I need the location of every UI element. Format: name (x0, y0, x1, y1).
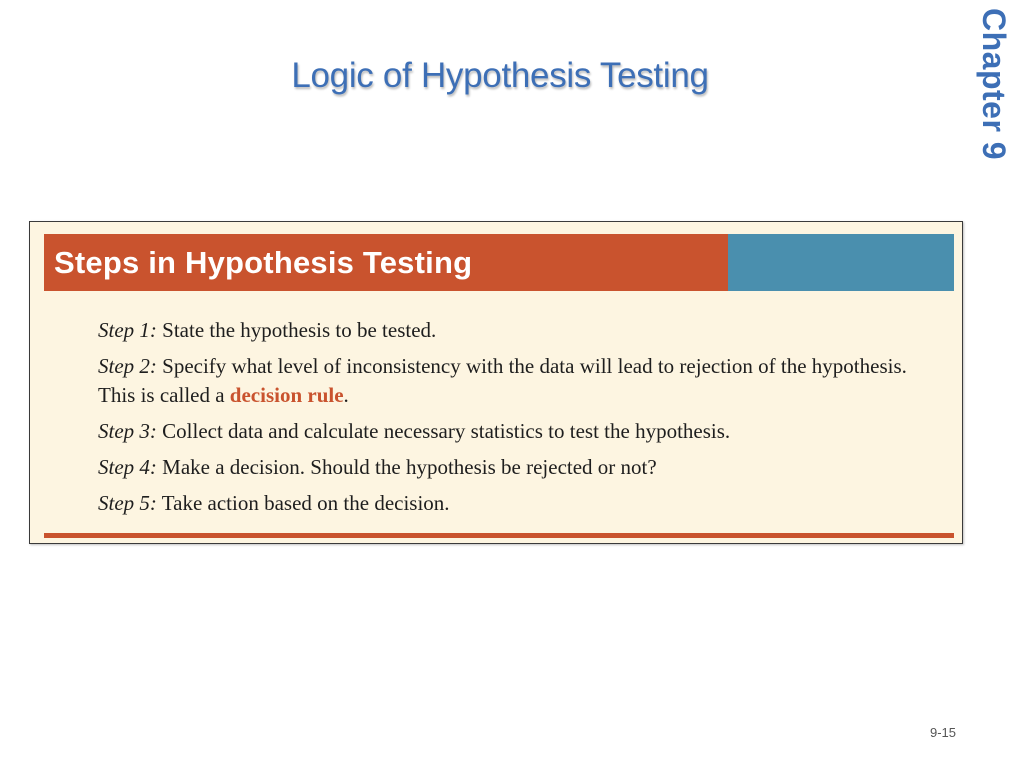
page-number: 9-15 (930, 725, 957, 740)
step-label: Step 4: (98, 455, 157, 479)
figure-header-title-bar (44, 234, 728, 291)
step-label: Step 1: (98, 318, 157, 342)
step-2 (98, 352, 938, 410)
step-1 (98, 316, 938, 345)
decision-rule-term: decision rule (229, 383, 344, 407)
step-label: Step 5: (98, 491, 157, 515)
figure-header (44, 234, 954, 291)
step-text: Specify what level of inconsistency with the data will lead to rejection of the hypothesis. This is called a (98, 354, 907, 407)
slide-title: Logic of Hypothesis Testing (291, 56, 709, 95)
step-4 (98, 453, 938, 482)
step-text: Collect data and calculate necessary statistics to test the hypothesis. (162, 419, 731, 443)
figure-bottom-rule (44, 533, 954, 538)
step-text: Make a decision. Should the hypothesis be rejected or not? (162, 455, 657, 479)
step-3 (98, 417, 938, 446)
chapter-label: Chapter 9 (976, 8, 1012, 161)
step-label: Step 2: (98, 354, 157, 378)
steps-figure (29, 221, 963, 544)
figure-title: Steps in Hypothesis Testing (54, 244, 473, 280)
step-text: State the hypothesis to be tested. (162, 318, 437, 342)
step-5 (98, 489, 938, 518)
step-text: Take action based on the decision. (161, 491, 450, 515)
steps-list (98, 316, 938, 525)
step-text-end: . (343, 383, 349, 407)
figure-header-accent (728, 234, 954, 291)
step-label: Step 3: (98, 419, 157, 443)
